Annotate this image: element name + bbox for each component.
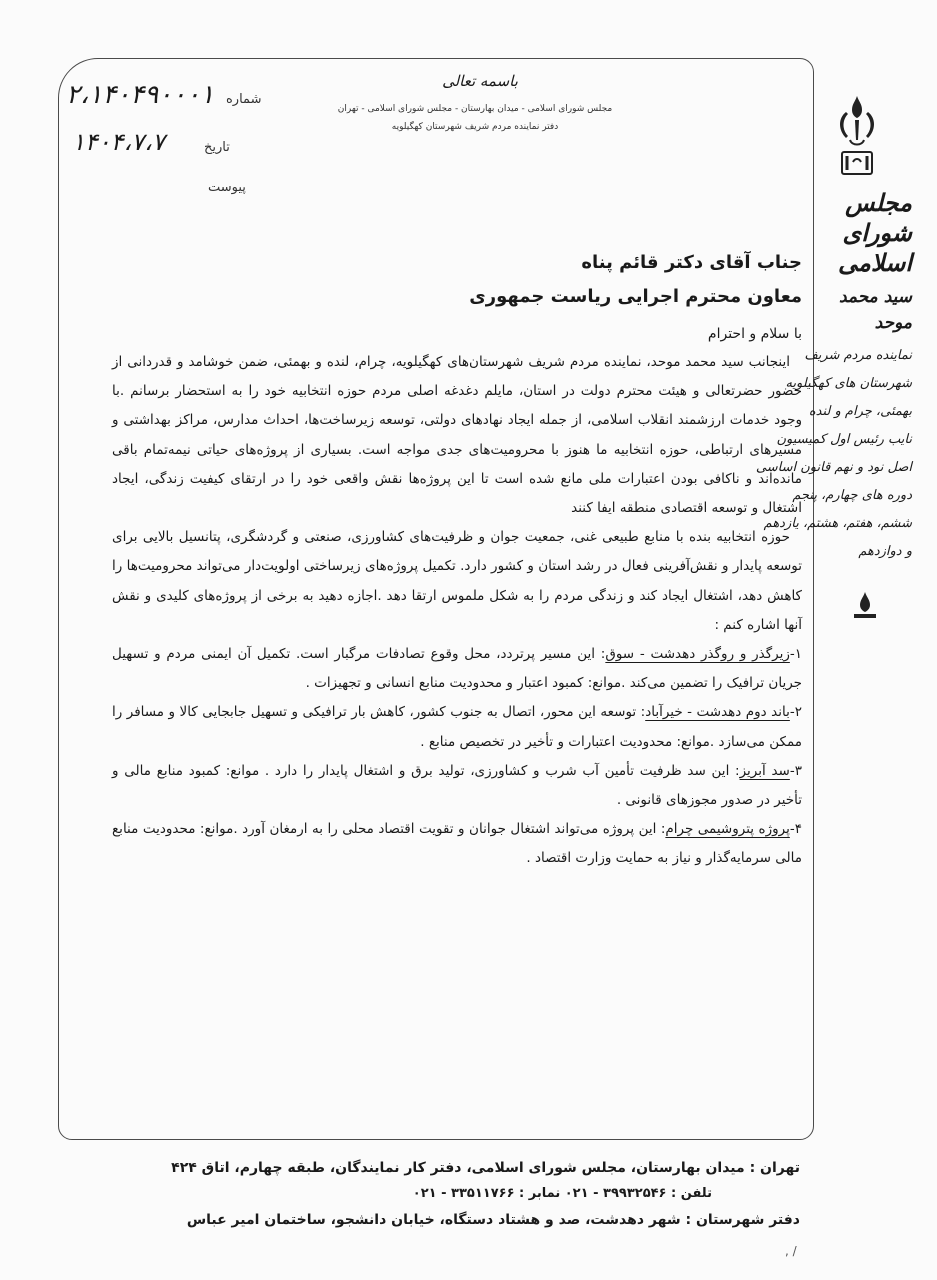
- attachment-label: پیوست: [208, 180, 246, 195]
- letterhead-footer: [120, 1155, 800, 1233]
- project-number: ۳-: [789, 762, 802, 779]
- project-description: : این پروژه می‌تواند اشتغال جوانان و تقویت اقتصاد محلی را به ارمغان آورد .موانع: محدودیت منابع مالی سرمایه‌گذار و نیاز به حمایت وزارت اقتصاد .: [112, 821, 802, 867]
- project-item: [112, 757, 802, 815]
- sidebar-line: شهرستان های کهگیلویه: [785, 376, 912, 391]
- project-description: : این سد ظرفیت تأمین آب شرب و کشاورزی، تولید برق و اشتغال پایدار را دارد . موانع: کمبود منابع مالی و تأخیر در صدور مجوزهای قانونی .: [112, 762, 802, 809]
- sidebar-line: و دوازدهم: [858, 544, 912, 559]
- small-emblem-icon: [848, 590, 882, 620]
- subtitle-line: دفتر نماینده مردم شریف شهرستان کهگیلویه: [391, 122, 559, 132]
- sidebar-representative-name: سید محمد موحد: [838, 287, 912, 333]
- project-item: [112, 698, 802, 756]
- project-description: : این مسیر پرتردد، محل وقوع تصادفات مرگبار است. تکمیل آن ایمنی مردم و تسهیل جریان ترافیک را تضمین می‌کند .موانع: کمبود اعتبار و محدودیت منابع انسانی و تجهیزات .: [112, 646, 802, 692]
- paragraph-potential: حوزه انتخابیه بنده با منابع طبیعی غنی، جمعیت جوان و ظرفیت‌های کشاورزی، صنعتی و گردشگری، پتانسیل بالایی برای توسعه پایدار و نقش‌آفرینی فعال در رشد استان و کشور دارد. تکمیل پروژه‌های زیرساختی اولویت‌دار می‌تواند محرومیت‌ها را کاهش دهد، اشتغال ایجاد کند و زندگی مردم را به شکل ملموس ارتقا دهد .اجازه دهید به برخی از پروژه‌های کلیدی و نقش آنها اشاره کنم :: [112, 529, 802, 633]
- greeting: با سلام و احترام: [707, 326, 802, 342]
- iran-emblem-icon: [828, 92, 886, 192]
- reference-date-label: تاریخ: [204, 140, 230, 155]
- project-title: باند دوم دهدشت - خیرآباد: [645, 704, 790, 721]
- letterhead-subtitle: [320, 100, 630, 136]
- project-number: ۴-: [789, 821, 802, 838]
- sidebar-line: نایب رئیس اول کمیسیون: [776, 432, 912, 447]
- corner-mark: , /: [785, 1244, 797, 1258]
- letter-body: [112, 246, 802, 874]
- project-item: [112, 815, 802, 873]
- addressee-title: معاون محترم اجرایی ریاست جمهوری: [469, 286, 802, 307]
- addressee-name: جناب آقای دکتر قائم پناه: [581, 252, 802, 273]
- sidebar-line: نماینده مردم شریف: [804, 348, 912, 363]
- project-item: [112, 640, 802, 698]
- footer-phones: تلفن : ۳۹۹۳۲۵۴۶ - ۰۲۱ نمابر : ۳۳۵۱۱۷۶۶ - ۰۲۱: [412, 1186, 712, 1201]
- reference-number: ۲،۱۴۰۴۹۰۰۰۱: [66, 80, 215, 110]
- subtitle-line: مجلس شورای اسلامی - میدان بهارستان - مجلس شورای اسلامی - تهران: [337, 104, 613, 114]
- sidebar-line: بهمئی، چرام و لنده: [808, 404, 912, 419]
- project-number: ۲-: [789, 704, 802, 721]
- sidebar-line: دوره های چهارم، پنجم: [792, 488, 912, 503]
- sidebar: [755, 188, 912, 566]
- project-title: زیرگذر و روگذر دهدشت - سوق: [605, 646, 790, 663]
- sidebar-line: اصل نود و نهم قانون اساسی: [755, 460, 912, 475]
- paragraph-introduction: اینجانب سید محمد موحد، نماینده مردم شریف شهرستان‌های کهگیلویه، چرام، لنده و بهمئی، ضمن خوشامد و قدردانی از حضور حضرتعالی و هیئت محترم دولت در استان، مایلم دغدغه اصلی مردم حوزه انتخابیه خود را به استحضار برسانم .با وجود خدمات ارزشمند انقلاب اسلامی، از جمله ایجاد نهادهای دولتی، توسعه زیرساخت‌ها، احداث مدارس، مراکز بهداشتی و مسیرهای ارتباطی، حوزه انتخابیه ما هنوز با محرومیت‌های جدی مواجه است. بسیاری از پروژه‌های حیاتی نیمه‌تمام باقی مانده‌اند و ناکافی بودن اعتبارات ملی مانع شده است تا این پروژه‌ها نقش واقعی خود را در ارتقای کیفیت زندگی، ایجاد اشتغال و توسعه اقتصادی منطقه ایفا کنند: [112, 354, 802, 517]
- project-title: سد آبریز: [739, 762, 790, 779]
- project-title: پروژه پتروشیمی چرام: [665, 821, 790, 838]
- sidebar-line: ششم، هفتم، هشتم، یازدهم: [763, 516, 912, 531]
- footer-local-office: دفتر شهرستان : شهر دهدشت، صد و هشتاد دستگاه، خیابان دانشجو، ساختمان امیر عباس: [186, 1212, 800, 1228]
- sidebar-parliament-title: مجلس شورای اسلامی: [838, 188, 912, 277]
- basmala: باسمه تعالی: [442, 72, 518, 90]
- project-number: ۱-: [789, 646, 802, 663]
- project-description: : توسعه این محور، اتصال به جنوب کشور، کاهش بار ترافیکی و تسهیل جابجایی کالا و مسافر را ممکن می‌سازد .موانع: محدودیت اعتبارات و تأخیر در تخصیص منابع .: [112, 704, 802, 750]
- reference-date: ۱۴۰۴،۷،۷: [72, 128, 165, 156]
- footer-address: تهران : میدان بهارستان، مجلس شورای اسلامی، دفتر کار نمایندگان، طبقه چهارم، اتاق ۴۲۴: [171, 1160, 800, 1176]
- reference-number-label: شماره: [226, 92, 262, 107]
